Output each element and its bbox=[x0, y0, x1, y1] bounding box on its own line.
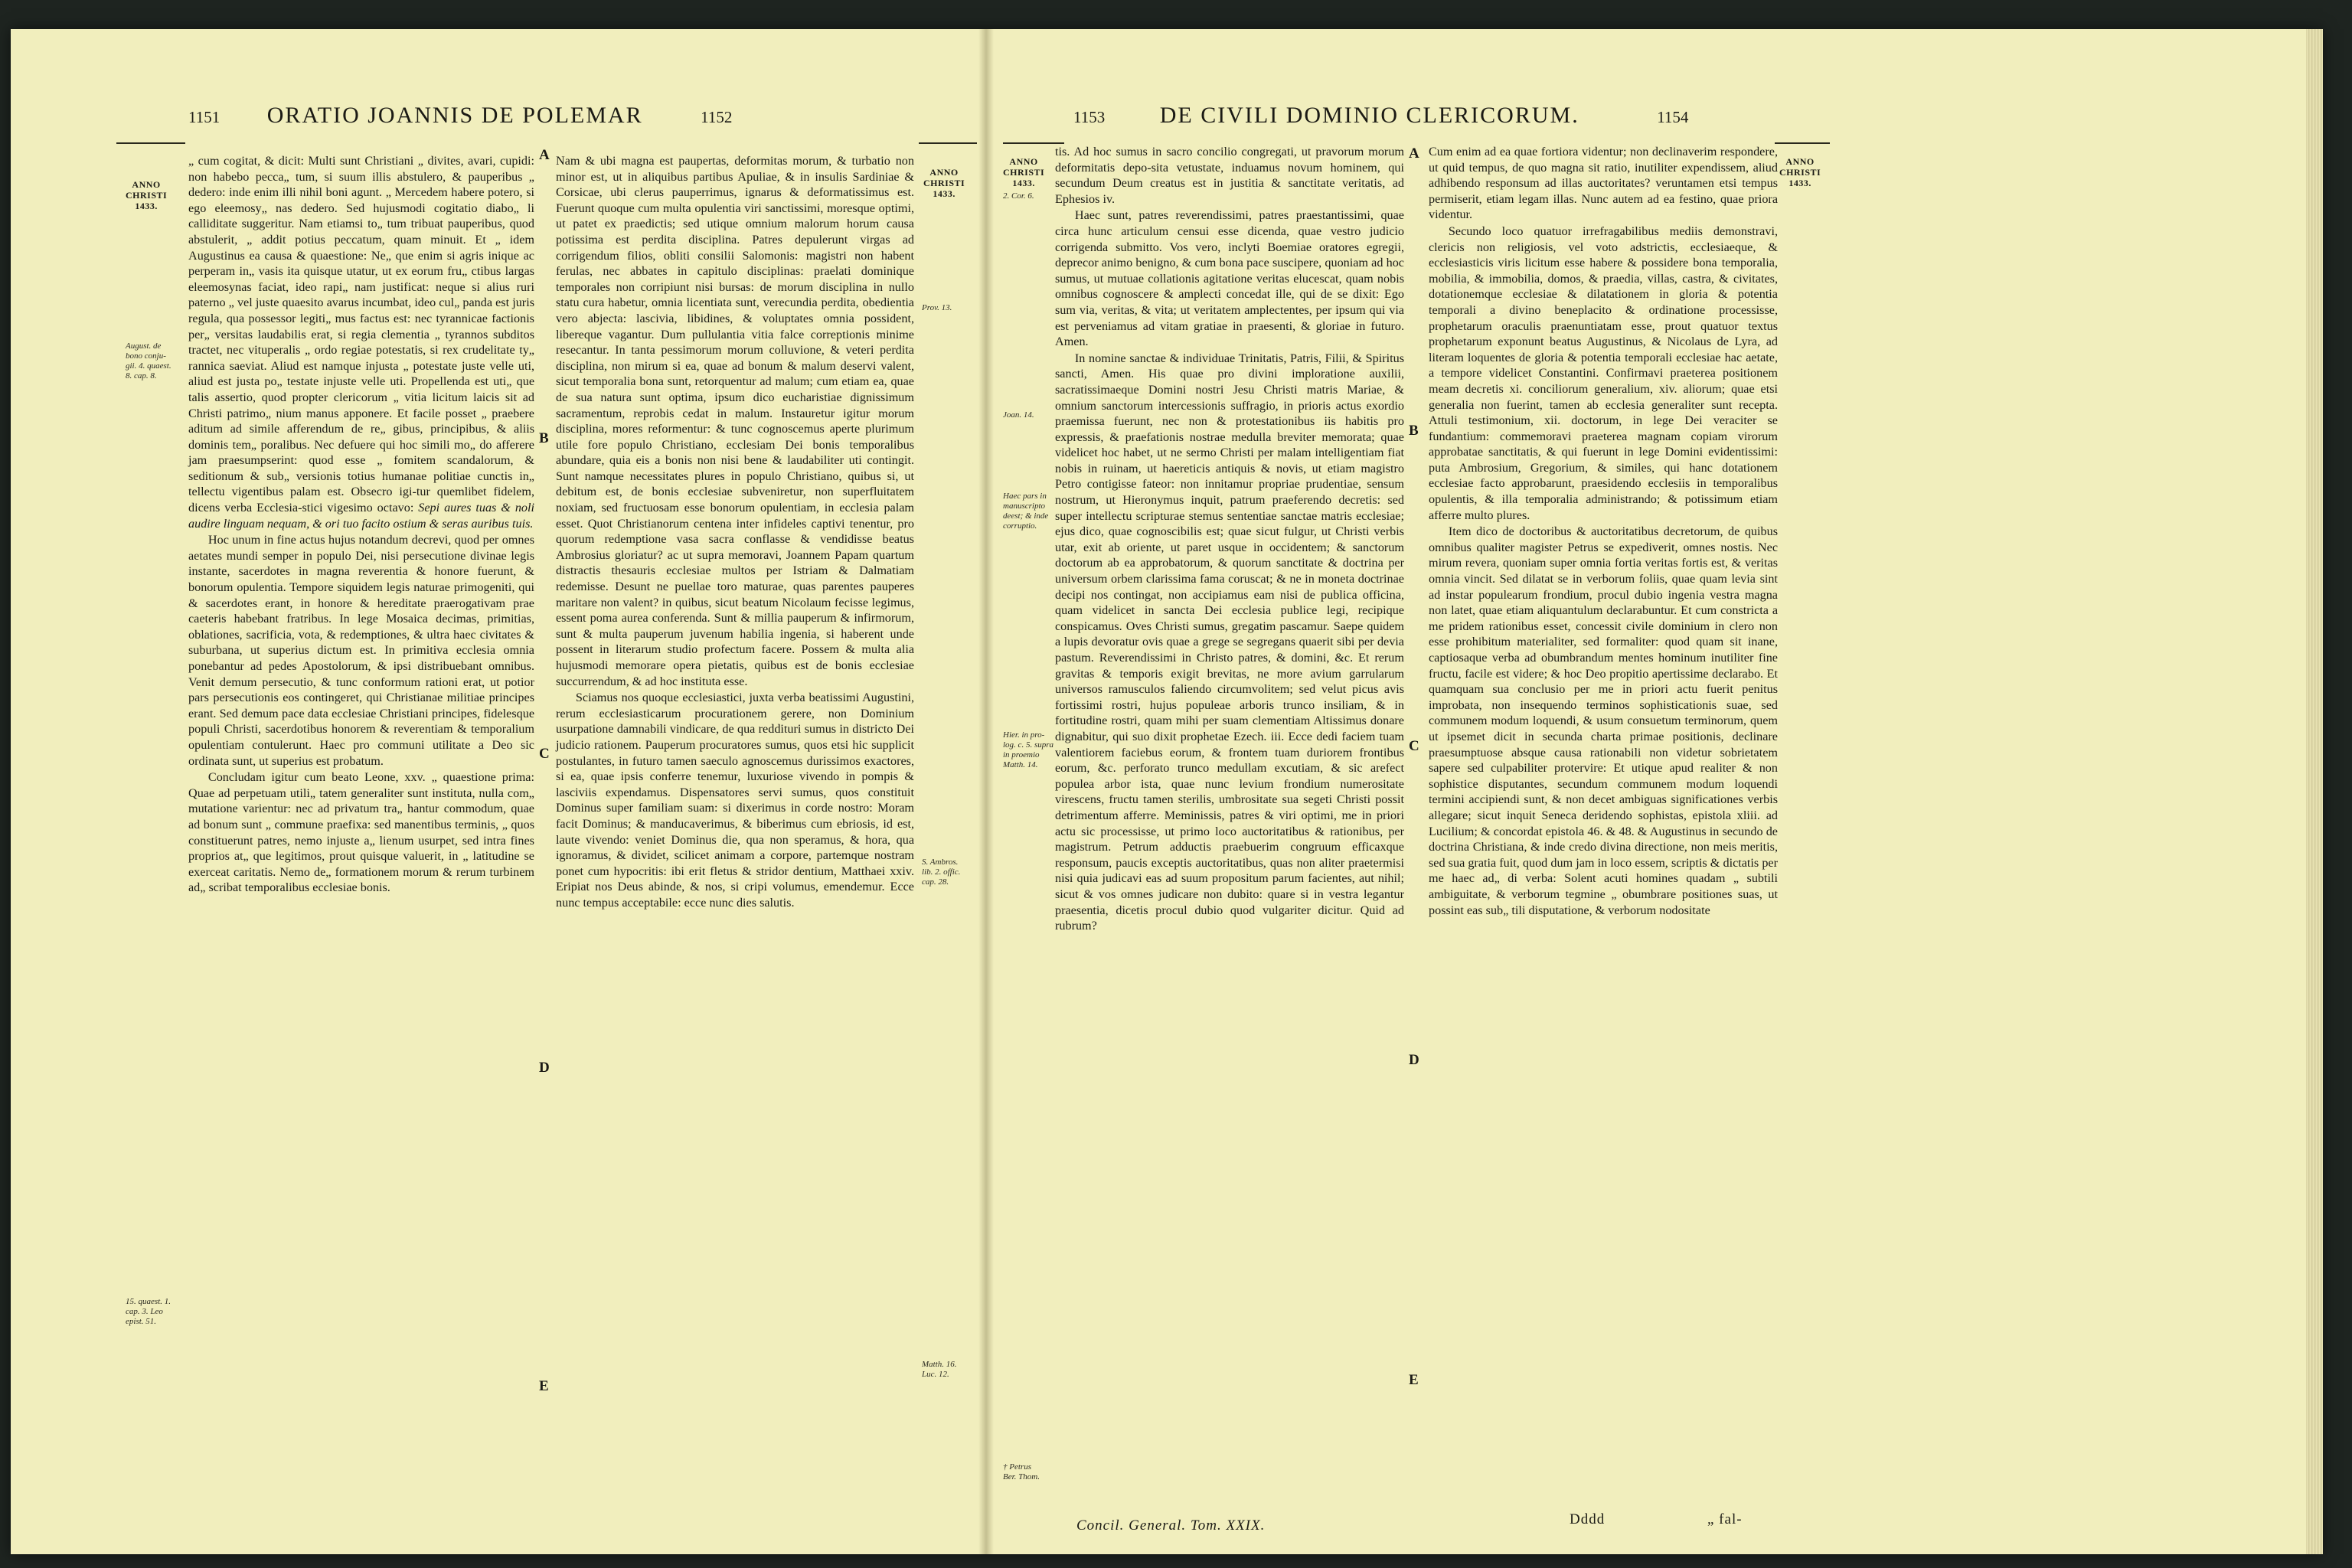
section-letter: B bbox=[1409, 423, 1419, 439]
section-letter: A bbox=[539, 147, 550, 163]
left-page-header bbox=[188, 103, 732, 129]
margin-note: Prov. 13. bbox=[922, 303, 952, 312]
paragraph: Nam & ubi magna est paupertas, deformitas morum, & turbatio non minor est, ut in aliquibus partibus Apuliae, & in insulis Sardiniae & Corsicae, ubi clerus pauperrimus, ignarus & deformatissimus est. Fuerunt quoque cum multa opulentia viri sanctissimi, moresque optimi, ut patet ex praedictis; sed utique omnium malorum horum causa potissima est perdita disciplina. Patres depulerunt virgas ad corrigendum filios, obliti consilii Salomonis: magistri non habent ferulas, nec abbates in capitulo disciplinas: praelati dominique temporales non corripiunt nisi bursas: de morum disciplina in nullo statu cura habetur, omnia licentiata sunt, verecundia perdita, obedientia vero abjecta: lascivia, libidines, & voluptates omnia possident, libereque vagantur. Dum pullulantia vitia falce correptionis minime resecantur. In tanta pessimorum morum colluvione, & veteri perdita disciplina, non mirum si ea, quae ad bonum & malum deservi valent, sicut temporalia bona sunt, retorquentur ad malum; cum etiam ea, quae de sua natura sunt optima, ipsum dico eucharistiae dignissimum sacramentum, reprobis cedat in malum. Instauretur igitur morum disciplina, mores reformentur: & tunc cognoscemus aperte plurimum utile fore populo Christiano, ecclesiam Dei bonis temporalibus abundare, quia eis a bonis non nisi bene & laudabiliter uti contingit. Sunt namque necessitates plures in populo Christiano, quibus si, ut debitum est, de bonis ecclesiae subveniretur, non superfluitatem noxiam, sed fructuosam esse bonorum opulentiam, in ecclesia palam esset. Quot Christianorum centena inter infideles captivi tenentur, pro quorum redemptione vasa sacra conflasse & vendidisse beatus Ambrosius gloriatur? ac ut supra memoravi, Joannem Papam quartum distractis thesauris ecclesiae multos per Istriam & Dalmatiam redemisse. Desunt ne puellae toro maturae, quas parentes pauperes maritare non valent? in quibus, sicut beatum Nicolaum fecisse legimus, essent poma aurea conferenda. Sunt & millia pauperum & infirmorum, sunt & multa pauperum juvenum habilia ingenia, si haberent unde possent in literarum studio profectum facere. Possem & multa alia hujusmodi memorare opera pietatis, quibus est de bonis ecclesiae succurrendum, & ad hoc instituta esse. bbox=[556, 154, 914, 688]
header-rule bbox=[919, 142, 977, 144]
text-column-left bbox=[1055, 144, 1404, 934]
section-letter: D bbox=[1409, 1052, 1419, 1068]
paragraph: Concludam igitur cum beato Leone, xxv. „ quaestione prima: Quae ad perpetuam utili„ tatem generaliter sunt instituta, nulla com„ mutatione varientur: nec ad privatum tra„ hantur commodum, quae ad bonum sunt „ commune praefixa: sed manentibus terminis, „ quos constituerunt patres, nemo injuste a„ lienum usurpet, sed intra fines proprios at„ que legitimos, prout quisque valuerit, in „ latitudine se exerceat caritatis. Nemo de„ formationem morum & rerum turbinem ad„ scribat temporalibus ecclesiae bonis. bbox=[188, 770, 534, 895]
text-column-left bbox=[188, 153, 534, 896]
page-number: 1154 bbox=[1657, 108, 1689, 126]
margin-note: 15. quaest. 1. cap. 3. Leo epist. 51. bbox=[126, 1297, 171, 1326]
paragraph: Haec sunt, patres reverendissimi, patres praestantissimi, quae circa hunc articulum censui esse dicenda, quae vestro judicio corrigenda submitto. Vos vero, inclyti Boemiae oratores egregii, deprecor animo benigno, & cum bona pace suscipere, quoniam ad hoc sumus, ut mutuae collationis agitatione veritas elucescat, quam nobis omnibus cognoscere & amplecti concedat ille, qui de se dixit: Ego sum via, veritas, & vita; ut veritatem amplectentes, per ipsum qui via est perveniamus ad vitam gratiae in praesenti, & gloriae in futuro. Amen. bbox=[1055, 208, 1404, 349]
section-letter: B bbox=[539, 430, 549, 446]
margin-note: August. de bono conju- gii. 4. quaest. 8. cap. 8. bbox=[126, 341, 172, 381]
section-letter: E bbox=[1409, 1372, 1419, 1388]
anno-christi-marker: ANNO CHRISTI 1433. bbox=[1003, 156, 1045, 188]
text-column-right bbox=[556, 153, 914, 911]
margin-note: S. Ambros. lib. 2. offic. cap. 28. bbox=[922, 858, 961, 887]
section-letter: C bbox=[1409, 738, 1419, 754]
left-page bbox=[11, 29, 978, 1554]
paragraph: „ cum cogitat, & dicit: Multi sunt Christiani „ divites, avari, cupidi: non habebo pecca„ tum, si suum illis abstulero, & pauperibus „ dedero: inde enim illi nihil boni agunt. „ Mercedem habere potero, si ego eleemosy„ nas dedero. Sed hujusmodi cogitatio diabo„ li calliditate suggeritur. Nam etiamsi to„ tum tribuat pauperibus, quod abstulerit, „ addit potius peccatum, quam minuit. Et „ idem Augustinus ea causa & quaestione: Ne„ que enim si agris inique ac perperam in„ vasis ita quisque utatur, ut ex eorum fru„ ctibus largas eleemosynas faciat, ideo rapi„ nam justificat: neque si alius ruri paterno „ vel juste quaesito avarus incumbat, ideo cul„ panda est juris regula, qua possessor legiti„ mus factus est: nec tyrannicae factionis per„ versitas laudabilis erat, si regia clementia „ tyrannos subditos tractet, nec vituperalis „ ordo regiae potestatis, si rex crudelitate ty„ rannica saeviat. Aliud est namque injusta „ potestate juste velle uti, aliud est justa po„ testate injuste velle uti. Propellenda est uti„ que talis assertio, quod propter clericorum „ vitia licitum laicis sit ad Christi patrimo„ nium manus apponere. Et facile posset „ praebere aditum ad simile afferendum de re„ gibus, principibus, & aliis dominis tem„ poralibus. Nec defuere qui hoc simili mo„ do afferere jam praesumpserint: quod esse „ fomitem scandalorum, & seditionum & sub„ versionis totius humanae politiae cunctis in„ tellectu vigentibus palam est. Obsecro igi-tur quemlibet fidelem, dicens verba Ecclesia-stici vigesimo octavo: Sepi aures tuas & noli audire linguam nequam, & ori tuo facito ostium & seras auribus tuis. bbox=[188, 154, 534, 531]
anno-christi-marker: ANNO CHRISTI 1433. bbox=[923, 167, 965, 199]
paragraph: Item dico de doctoribus & auctoritatibus decretorum, de quibus omnibus qualiter magister Petrus se expediverit, omnes nostis. Nec mirum revera, quoniam super omnia fortia veritas fortis est, & veritas omnia vincit. Sed dilatat se in verborum foliis, quae quam levia sint ad instar populearum frondium, procul dubio ingenia vestra magna non latet, quae etiam aliquantulum declarabuntur. Et cum constricta a me pridem rationibus esset, concessit civile dominium in clero non esse prohibitum materialiter, sed formaliter: quod quam sit inane, captiosaque verba ad obumbrandum mentes hominum inutiliter fine fructu, facile est videre; & hoc Deo propitio apertissime declarabo. Et quamquam sua conclusio per me in priori actu fuerit penitus improbata, non insequendo terminos sophisticationis suae, sed communem modum loquendi, & usum consuetum terminorum, quem ut ipsemet dicit in secunda charta primae positionis, declinare praesumptuose absque causa rationabili non videtur sobrietatem sapere sed culpabiliter protervire: Et utique apud realiter & non sophistice disputantes, secundum communem modum loquendi termini accipiendi sunt, & non decet ambiguas significationes verbis allegare; sicut inquit Seneca deridendo sophistas, epistola xliii. ad Lucilium; & concordat epistola 46. & 48. & Augustinus in secundo de doctrina Christiana, & inde credo divina directione, non meis meritis, sed sua gratia fuit, quod dum jam in loco essem, scriptis & dictatis per me haec ad„ di verba: Solent acuti homines quadam „ subtili ambiguitate, & verborum tegmine „ obumbrare positiones suas, ut possint eas sub„ tili disputatione, & verborum nodositate bbox=[1429, 524, 1778, 917]
running-title: ORATIO JOANNIS DE POLEMAR bbox=[266, 103, 643, 128]
text-column-right bbox=[1429, 144, 1778, 918]
paragraph: Secundo loco quatuor irrefragabilibus mediis demonstravi, clericis non religiosis, vel voto adstrictis, ecclesiaeque, & ecclesiasticis viris licitum esse habere & possidere bona temporalia, mobilia, & immobilia, domos, & praedia, villas, castra, & civitates, dotationemque ecclesiae & dilatationem in gloria & potentia temporali a divino beneplacito & ordinatione processisse, prophetarum oraculis praenuntiatam esse, prout quatuor textus prophetarum exponunt beatus Augustinus, & Nicolaus de Lyra, ad literam loquentes de gloria & potentia temporali ecclesiae hac aetate, a tempore videlicet Constantini. Confirmavi praeterea positionem meam decretis xi. conciliorum generalium, xiv. aliorum; quae etsi generalia non fuerint, tamen ab ecclesia generaliter sunt recepta. Attuli testimonium, xii. doctorum, in lege Dei veraciter se fundantium: commemoravi praeterea magnam copiam virorum approbatae sanctitatis, & qui fuerunt in lege Domini evidentissimi: puta Ambrosium, Gregorium, & similes, qui hanc dotationem ecclesiae facto approbarunt, praesidendo ecclesiis in temporalibus opulentis, & illa temporalia administrando; & potissimum etiam afferre multo plures. bbox=[1429, 224, 1778, 522]
signature-mark: Dddd bbox=[1570, 1511, 1606, 1527]
paragraph: tis. Ad hoc sumus in sacro concilio congregati, ut pravorum morum deformitatis depo-sita vetustate, induamus novum hominem, qui secundum Deum creatus est in justitia & sanctitate veritatis, ad Ephesios iv. bbox=[1055, 145, 1404, 206]
right-page bbox=[994, 29, 2306, 1554]
paragraph: Hoc unum in fine actus hujus notandum decrevi, quod per omnes aetates mundi semper in populo Dei, nisi persecutione divinae legis instante, sacerdotes in magna reverentia & honore fuerunt, & bonorum opulentia. Tempore siquidem legis naturae primogeniti, qui & sacerdotes erant, in honore & hereditate praerogativam prae caeteris habebant fratribus. In lege Mosaica decimas, primitias, oblationes, sacrificia, vota, & redemptiones, & ultra haec civitates & suburbana, ut superius dictum est. In primitiva ecclesia omnia ponebantur ad pedes Apostolorum, & ipsi distribuebant omnibus. Venit demum persecutio, & tunc conformum rationi erat, ut potior pars persecutionis eos contingeret, qui Christianae militiae principes erant. Sed demum pace data ecclesiae Christiani principes, fidelesque populi Christi, sacerdotibus honorem & reverentiam & temporalium opulentiam contulerunt. Haec pro communi utilitate a Deo sic ordinata sunt, ut superius est probatum. bbox=[188, 533, 534, 768]
book-spread bbox=[11, 29, 2323, 1554]
margin-note: 2. Cor. 6. bbox=[1003, 191, 1034, 201]
section-letter: C bbox=[539, 746, 550, 762]
page-number: 1153 bbox=[1073, 108, 1106, 126]
margin-note: Joan. 14. bbox=[1003, 410, 1034, 420]
paragraph: Cum enim ad ea quae fortiora videntur; non declinaverim respondere, ut quid tempus, de quo magna sit ratio, inutiliter expendissem, aliud adhibendo responsum ad illas auctoritates? veruntamen etsi tempus permiserit, etiam legam illas. Nunc autem ad ea festino, quae priora videntur. bbox=[1429, 145, 1778, 222]
page-edges bbox=[2306, 29, 2323, 1554]
margin-note: † Petrus Ber. Thom. bbox=[1003, 1462, 1040, 1481]
paragraph: In nomine sanctae & individuae Trinitatis, Patris, Filii, & Spiritus sancti, Amen. His quae pro divini imploratione auxilii, sacratissimaeque Domini nostri Jesu Christi matris Mariae, & omnium sanctorum intercessionis suffragio, in prioris actus exordio praemissa fuerunt, nec non & protestationibus iis habitis pro expressis, & praefationis nostrae medulla breviter memorata; quae videlicet hoc habet, ut ne sermo Christi per malam intelligentiam fiat nobis in ruinam, ut haereticis antiquis & novis, ut etiam magistro Petro contigisse fateor: non innitamur propriae prudentiae, sensum nostrum, ut Hieronymus inquit, patrum praeferendo decretis: sed super intellectu scripturae stemus sententiae sanctae matris ecclesiae; ejus dico, quae cognoscibilis est; quae sicut fulgur, ut Christi verbis utar, exit ab oriente, ut paret usque in occidentem; & sanctorum doctorum ab ea approbatorum, & quorum sanctitate & doctrina per universum orbem clarissima fama coruscat; & ne in moneta doctrinae decipi nos contingat, non accipiamus eam nisi de publica officina, quam videlicet in sancta Dei ecclesia publice legi, recipique conspicamus. Oves Christi sumus, gregatim pascamur. Saepe quidem a lupis devoratur ovis quae a grege se segregans quaerit sibi per devia pastum. Reverendissimi in Christo patres, & domini, &c. Et rerum gravitas & temporis exigit brevitas, ne more avium garrularum universos ramusculos faliendo circumvolitem; sed velut picus avis fortissimi rostri, hujus populeae arboris trunco insiliam, & in fortitudine rostri, quam mihi per suam clementiam Altissimus donare dignabitur, qui suo dixit prophetae Ezech. iii. Ecce dedi faciem tuam valentiorem faciebus eorum, & frontem tuam duriorem frontibus eorum, &c. perforato trunco medullam excutiam, & sic arefect populea arbor ista, quae nunc levium frondium numerositate virescens, fructu tamen sterilis, umbrositate sua segeti Christi possit detrimentum afferre. Meminissis, patres & viri optimi, me in priori actu sic processisse, ut primo loco auctoritatibus & rationibus, per magistrum. Petrum adductis praebuerim congruum efficaxque responsum, paucis exceptis auctoritatibus, quas non aliter praetermisi nisi quia judicavi eas ad suum propositum parum facientes, aut nihil; sicut & vos omnes judicare non dubito: quare si in vestra legantur praesentia, dicetis procul dubio quod vulgariter dicitur. Quid ad rubrum? bbox=[1055, 351, 1404, 933]
anno-christi-marker: ANNO CHRISTI 1433. bbox=[126, 179, 168, 211]
right-page-header bbox=[1073, 103, 1688, 129]
margin-note: Matth. 16. Luc. 12. bbox=[922, 1360, 957, 1379]
paragraph: Sciamus nos quoque ecclesiastici, juxta verba beatissimi Augustini, rerum ecclesiasticarum procurationem gerere, non Dominium usurpatione damnabili vindicare, de qua reddituri sumus in districto Dei judicio rationem. Pauperum procuratores sumus, quos etsi hic supplicit postulantes, in futuro tamen saeculo agnoscemus durissimos exactores, si ea, quae ipsis conferre tenemur, luxuriose vivendo in pompis & lasciviis expendamus. Dispensatores servi sumus, quos constituit Dominus super familiam suam: si dixerimus in corde nostro: Moram facit Dominus; & manducaverimus, & biberimus cum ebriosis, id est, laute vivendo: veniet Dominus die, qua non speramus, & hora, qua ignoramus, & dividet, scilicet animam a corpore, partemque nostram ponet cum hypocritis: ibi erit fletus & stridor dentium, Matthaei xxiv. Eripiat nos Deus abinde, & nos, si cripi volumus, emendemur. Ecce nunc tempus acceptabile: ecce nunc dies salutis. bbox=[556, 691, 914, 910]
header-rule bbox=[1775, 142, 1830, 144]
section-letter: A bbox=[1409, 145, 1419, 162]
header-rule bbox=[116, 142, 185, 144]
book-gutter bbox=[978, 29, 994, 1554]
scripture-quote: Sepi aures tuas & noli audire linguam nequam, & ori tuo facito ostium & seras auribus tuis. bbox=[188, 501, 534, 531]
margin-note: Haec pars in manuscripto deest; & inde corruptio. bbox=[1003, 492, 1049, 531]
running-title: DE CIVILI DOMINIO CLERICORUM. bbox=[1159, 103, 1579, 128]
page-number: 1151 bbox=[188, 108, 220, 126]
anno-christi-marker: ANNO CHRISTI 1433. bbox=[1779, 156, 1821, 188]
section-letter: D bbox=[539, 1060, 550, 1076]
page-number: 1152 bbox=[701, 108, 733, 126]
volume-footer: Concil. General. Tom. XXIX. bbox=[1076, 1517, 1266, 1534]
section-letter: E bbox=[539, 1378, 549, 1394]
margin-note: Hier. in pro- log. c. 5. supra in proemio Matth. 14. bbox=[1003, 730, 1054, 769]
catchword: „ fal- bbox=[1707, 1511, 1743, 1527]
